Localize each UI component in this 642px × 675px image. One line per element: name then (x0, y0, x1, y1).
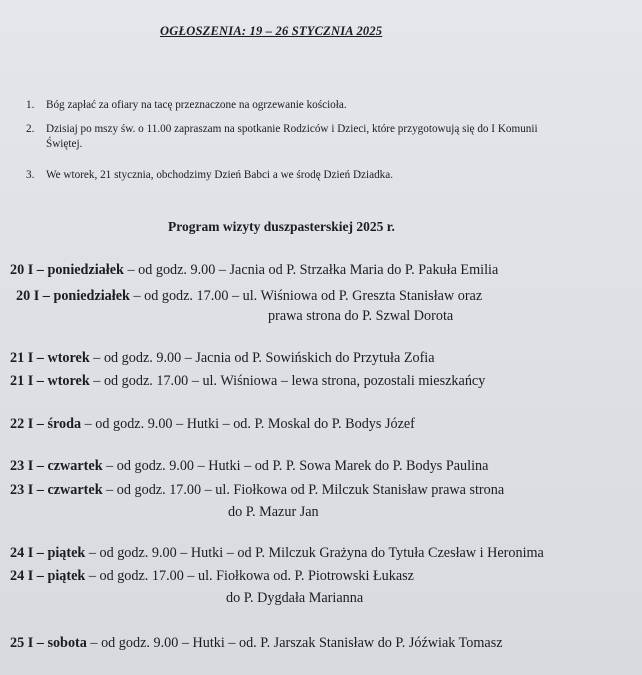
visit-line (10, 373, 485, 390)
visit-details: – od godz. 9.00 – Jacnia od P. Strzałka Maria do P. Pakuła Emilia (123, 262, 499, 278)
notice-number: 3. (26, 169, 35, 181)
visit-line (10, 482, 504, 499)
visit-continuation: do P. Dygdała Marianna (226, 590, 364, 606)
visit-line (10, 568, 414, 585)
visit-day: 24 I – piątek (10, 568, 86, 584)
visit-line (10, 262, 498, 279)
page-title: OGŁOSZENIA: 19 – 26 STYCZNIA 2025 (160, 24, 383, 38)
visit-day: 22 I – środa (10, 416, 82, 432)
notice-number: 1. (26, 99, 35, 111)
visit-details: – od godz. 9.00 – Hutki – od P. P. Sowa Marek do P. Bodys Paulina (102, 458, 489, 474)
notice-item (26, 168, 566, 183)
notice-text: Dzisiaj po mszy św. o 11.00 zapraszam na spotkanie Rodziców i Dzieci, które przygotowują się do I Komunii Świętej. (46, 123, 538, 150)
program-title: Program wizyty duszpasterskiej 2025 r. (168, 219, 395, 234)
visit-day: 20 I – poniedziałek (16, 288, 130, 304)
visit-day: 21 I – wtorek (10, 350, 90, 366)
notice-text: Bóg zapłać za ofiary na tacę przeznaczone na ogrzewanie kościoła. (46, 99, 347, 111)
visit-continuation: do P. Mazur Jan (228, 504, 319, 520)
notice-text: We wtorek, 21 stycznia, obchodzimy Dzień Babci a we środę Dzień Dziadka. (46, 169, 394, 181)
visit-details: – od godz. 17.00 – ul. Wiśniowa – lewa strona, pozostali mieszkańcy (89, 373, 486, 389)
visit-line (10, 416, 415, 433)
visit-day: 24 I – piątek (10, 545, 86, 561)
visit-line (10, 635, 503, 652)
visit-day: 20 I – poniedziałek (10, 262, 124, 278)
visit-details: – od godz. 17.00 – ul. Fiołkowa od P. Milczuk Stanisław prawa strona (102, 482, 505, 498)
visit-day: 23 I – czwartek (10, 458, 103, 474)
visit-details: – od godz. 17.00 – ul. Fiołkowa od. P. Piotrowski Łukasz (85, 568, 414, 584)
visit-day: 21 I – wtorek (10, 373, 90, 389)
visit-line (10, 350, 435, 367)
visit-details: – od godz. 9.00 – Hutki – od. P. Moskal do P. Bodys Józef (81, 416, 415, 432)
visit-day: 23 I – czwartek (10, 482, 103, 498)
visit-details: – od godz. 9.00 – Hutki – od P. Milczuk Grażyna do Tytuła Czesław i Heronima (85, 545, 544, 561)
visit-line (10, 458, 488, 475)
visit-details: – od godz. 17.00 – ul. Wiśniowa od P. Greszta Stanisław oraz (129, 288, 483, 304)
visit-day: 25 I – sobota (10, 635, 87, 651)
visit-details: – od godz. 9.00 – Hutki – od. P. Jarszak Stanisław do P. Jóźwiak Tomasz (86, 635, 503, 651)
notice-item (26, 122, 546, 151)
notice-item (26, 98, 566, 113)
visit-details: – od godz. 9.00 – Jacnia od P. Sowińskich do Przytuła Zofia (89, 350, 435, 366)
visit-line (10, 545, 544, 562)
visit-continuation: prawa strona do P. Szwal Dorota (268, 308, 454, 324)
notice-number: 2. (26, 123, 35, 135)
visit-line (16, 288, 482, 305)
